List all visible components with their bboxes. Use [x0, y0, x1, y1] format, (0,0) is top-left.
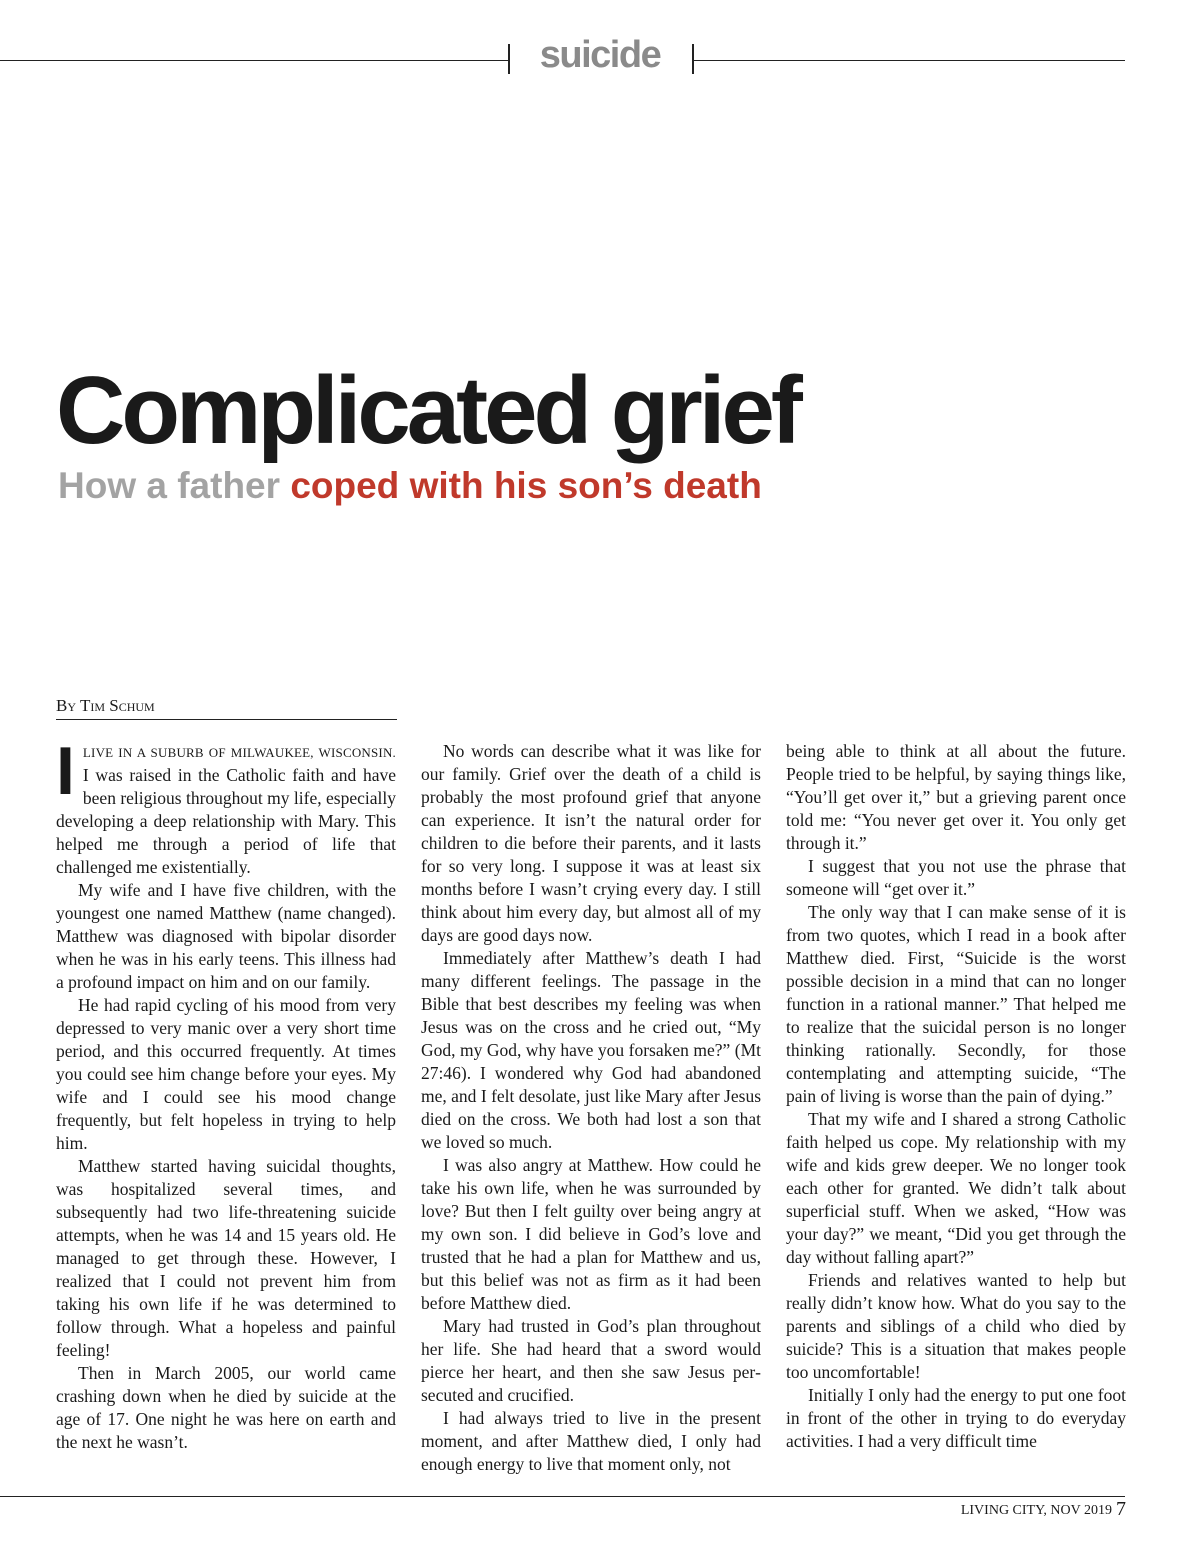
paragraph: being able to think at all about the future. People tried to be helpful, by saying things like, “You’ll get over it,” but a grieving parent once told me: “You never get over it. You only get through it.”	[786, 741, 1126, 853]
drop-cap: I	[56, 733, 75, 809]
body-column-1	[56, 733, 396, 1454]
header-tick-right	[692, 44, 694, 74]
page-number: 7	[1116, 1498, 1126, 1520]
paragraph: Immediately after Matthew’s death I had many different feelings. The passage in the Bible that best describes my feeling was when Jesus was on the cross and he cried out, “My God, my God, why have you forsaken me?” (Mt 27:46). I wondered why God had abandoned me, and I felt desolate, just like Mary after Jesus died on the cross. We both had lost a son that we loved so much.	[421, 948, 761, 1152]
paragraph: My wife and I have five children, with the youngest one named Matthew (name changed). Matthew was diagnosed with bipolar disorder when he was in his early teens. This illness had a profound impact on him and on our family.	[56, 880, 396, 992]
lead-in: LIVE IN A SUBURB OF MILWAUKEE, WISCONSIN.	[82, 745, 396, 760]
footer-rule	[0, 1496, 1125, 1497]
paragraph: I was also angry at Matthew. How could he take his own life, when he was surrounded by love? But then I felt guilty over being angry at my own son. I did believe in God’s love and trusted that he had a plan for Matthew and us, but this belief was not as firm as it had been before Matthew died.	[421, 1155, 761, 1313]
byline: By Tim Schum	[56, 696, 397, 720]
paragraph: Then in March 2005, our world came crashing down when he died by suicide at the age of 17. One night he was here on earth and the next he wasn’t.	[56, 1363, 396, 1452]
paragraph	[56, 733, 396, 879]
paragraph: I suggest that you not use the phrase that someone will “get over it.”	[786, 856, 1126, 899]
paragraph: He had rapid cycling of his mood from very depressed to very manic over a very short time period, and this occurred frequently. At times you could see him change before your eyes. My wife and I could see his mood change frequently, but felt hopeless in trying to help him.	[56, 995, 396, 1153]
body-column-2	[421, 740, 761, 1476]
paragraph: Matthew started having suicidal thoughts, was hospitalized several times, and subsequently had two life-threatening suicide attempts, when he was 14 and 15 years old. He managed to get through these. However, I realized that I could not prevent him from taking his own life if he was determined to follow through. What a hopeless and painful feeling!	[56, 1156, 396, 1360]
header-rule-left	[0, 60, 510, 61]
folio: LIVING CITY, NOV 2019	[960, 1503, 1112, 1518]
header-tick-left	[508, 44, 510, 74]
paragraph: Friends and relatives wanted to help but really didn’t know how. What do you say to the parents and siblings of a child who died by suicide? This is a situation that makes people too uncomfortable!	[786, 1270, 1126, 1382]
article-title: Complicated grief	[56, 357, 799, 464]
paragraph: The only way that I can make sense of it is from two quotes, which I read in a book after Matthew died. First, “Suicide is the worst possible decision in a mind that can no longer function in a rational manner.” That helped me to realize that the suicidal person is no longer thinking rationally. Secondly, for those contemplating and attempting suicide, “The pain of living is worse than the pain of dying.”	[786, 902, 1126, 1106]
paragraph: Mary had trusted in God’s plan throughout her life. She had heard that a sword would pierce her heart, and then she saw Jesus persecuted and crucified.	[421, 1316, 761, 1405]
paragraph: That my wife and I shared a strong Catholic faith helped us cope. My relationship with my wife and kids grew deeper. We no longer took each other for granted. We didn’t talk about superficial stuff. When we asked, “How was your day?” we meant, “Did you get through the day without falling apart?”	[786, 1109, 1126, 1267]
paragraph-text: I was raised in the Catholic faith and have been religious throughout my life, especially developing a deep relationship with Mary. This helped me through a period of life that challenged me existentially.	[56, 765, 396, 877]
subtitle-rest: coped with his son’s death	[290, 465, 762, 506]
paragraph: I had always tried to live in the present moment, and after Matthew died, I only had enough energy to live that moment only, not	[421, 1408, 761, 1474]
paragraph: No words can describe what it was like for our family. Grief over the death of a child is probably the most profound grief that anyone can experience. It isn’t the natural order for children to die before their parents, and it lasts for so very long. I suppose it was at least six months before I wasn’t crying every day. I still think about him every day, but almost all of my days are good days now.	[421, 741, 761, 945]
paragraph: Initially I only had the energy to put one foot in front of the other in trying to do everyday activities. I had a very difficult time	[786, 1385, 1126, 1451]
article-subtitle	[58, 466, 762, 507]
section-label: suicide	[539, 34, 661, 76]
subtitle-lead: How a father	[58, 465, 281, 506]
body-column-3	[786, 740, 1126, 1453]
header-rule-right	[693, 60, 1125, 61]
